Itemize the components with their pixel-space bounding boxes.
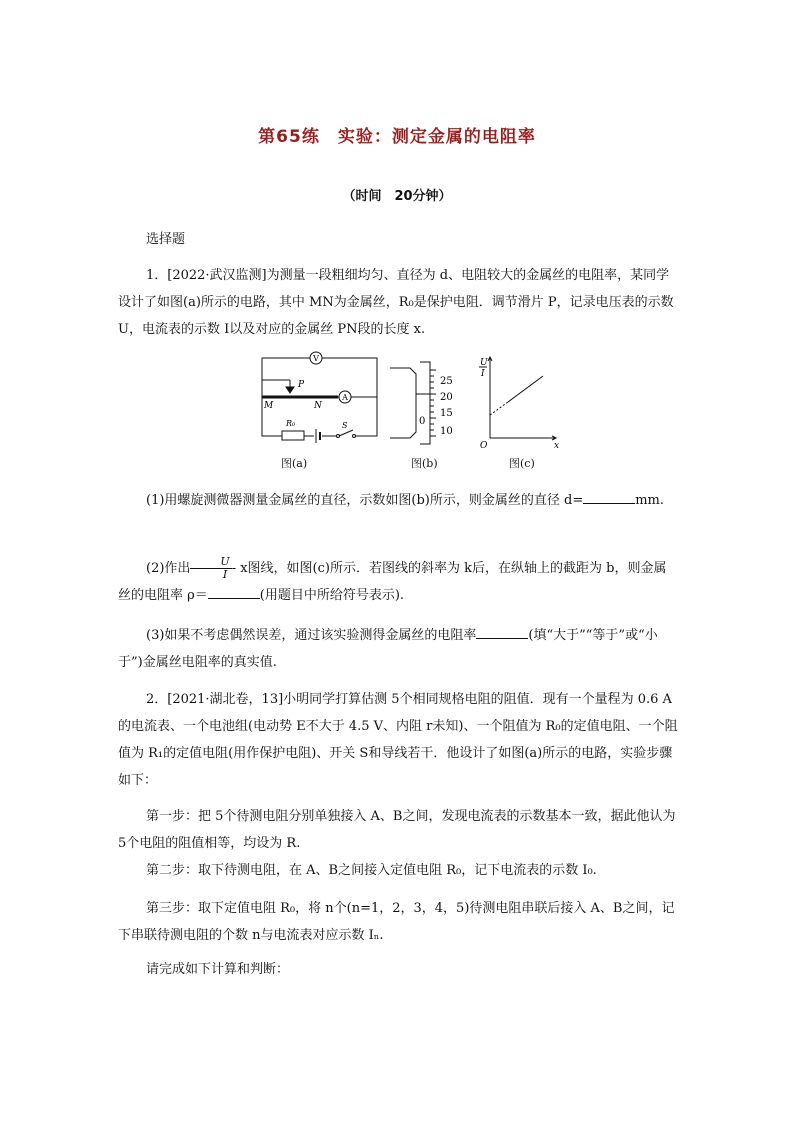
micrometer-tick-10: 10: [440, 426, 453, 437]
q1-part3-text-a: (3)如果不考虑偶然误差，通过该实验测得金属丝的电阻率: [146, 628, 477, 643]
graph-y-den: I: [481, 369, 485, 379]
battery-icon: [314, 429, 322, 443]
micrometer-zero: 0: [419, 416, 426, 427]
end-m-label: M: [264, 401, 274, 411]
page-title: 第65练 实验：测定金属的电阻率: [258, 127, 536, 147]
q1-part2-text-a: (2)作出: [146, 561, 191, 576]
end-n-label: N: [314, 401, 322, 411]
switch-label: S: [342, 421, 348, 430]
figure-a-caption: 图(a): [281, 457, 308, 470]
q2-prompt: 请完成如下计算和判断：: [146, 962, 290, 977]
section-heading: 选择题: [146, 232, 186, 247]
graph-origin: O: [480, 441, 488, 451]
answer-blank-diameter[interactable]: [583, 491, 635, 504]
circuit-diagram-a: [262, 358, 377, 436]
q1-part1-unit: mm.: [635, 493, 665, 508]
answer-blank-comparison[interactable]: [476, 626, 528, 639]
micrometer-scale-ticks: [430, 370, 436, 436]
fraction-denominator: I: [222, 568, 228, 581]
figure-b-caption: 图(b): [411, 457, 438, 470]
q2-step2: 第二步：取下待测电阻，在 A、B之间接入定值电阻 R₀，记下电流表的示数 I₀.: [146, 863, 597, 878]
q1-part2-text-b: - x图线，如图(c)所示．若图线的斜率为 k后，在纵轴上的截距为 b，则金属丝的电阻率 ρ＝: [118, 561, 667, 603]
slider-label: P: [298, 380, 305, 390]
u-over-i-fraction: [190, 556, 231, 581]
q1-part1-text: (1)用螺旋测微器测量金属丝的直径，示数如图(b)所示，则金属丝的直径 d=: [146, 493, 584, 508]
q1-part3: [118, 622, 678, 676]
graph-diagram-c: [488, 357, 556, 440]
time-limit: （时间 20分钟）: [342, 189, 452, 204]
fraction-numerator: U: [190, 556, 231, 569]
graph-x-label: x: [554, 441, 560, 451]
switch-icon: [337, 430, 356, 440]
q2-step1: 第一步：把 5个待测电阻分别单独接入 A、B之间，发现电流表的示数基本一致，据此他认为 5个电阻的阻值相等，均设为 R.: [118, 809, 676, 851]
q1-part1: [118, 487, 678, 514]
micrometer-tick-15: 15: [440, 408, 453, 419]
figure-c-caption: 图(c): [509, 457, 535, 470]
q2-intro: 2．[2021·湖北卷，13]小明同学打算估测 5个相同规格电阻的阻值．现有一个量程为 0.6 A的电流表、一个电池组(电动势 E不大于 4.5 V、内阻 r未知)、一个阻值为 R₀的定值电阻、一个阻值为 R₁的定值电阻(用作保护电阻)、开关 S和导线若干．他设计了如图(a)所示的电路，实验步骤如下：: [118, 692, 678, 788]
micrometer-diagram-b: [390, 362, 430, 444]
figures: [250, 350, 570, 455]
q2-step3: 第三步：取下定值电阻 R₀，将 n个(n=1，2，3，4，5)待测电阻串联后接入 A、B之间，记下串联待测电阻的个数 n与电流表对应示数 Iₙ.: [118, 901, 675, 943]
graph-y-num: U: [480, 358, 488, 368]
q1-part2-text-c: (用题目中所给符号表示).: [259, 588, 405, 603]
micrometer-tick-25: 25: [440, 376, 453, 387]
answer-blank-resistivity[interactable]: [208, 586, 260, 599]
q1-intro: 1．[2022·武汉监测]为测量一段粗细均匀、直径为 d、电阻较大的金属丝的电阻率，某同学设计了如图(a)所示的电路，其中 MN为金属丝，R₀是保护电阻．调节滑片 P，记录电压表的示数 U，电流表的示数 I以及对应的金属丝 PN段的长度 x.: [118, 268, 674, 337]
resistor-icon: [282, 431, 304, 440]
ammeter-label: A: [342, 393, 348, 402]
micrometer-tick-20: 20: [440, 392, 453, 403]
q1-part3-text-b: (填“大于”“等于”或“小于”)金属丝电阻率的真实值.: [118, 628, 658, 670]
q1-part2: [118, 555, 678, 609]
voltmeter-label: V: [313, 354, 319, 363]
resistor-label: R₀: [286, 419, 296, 428]
